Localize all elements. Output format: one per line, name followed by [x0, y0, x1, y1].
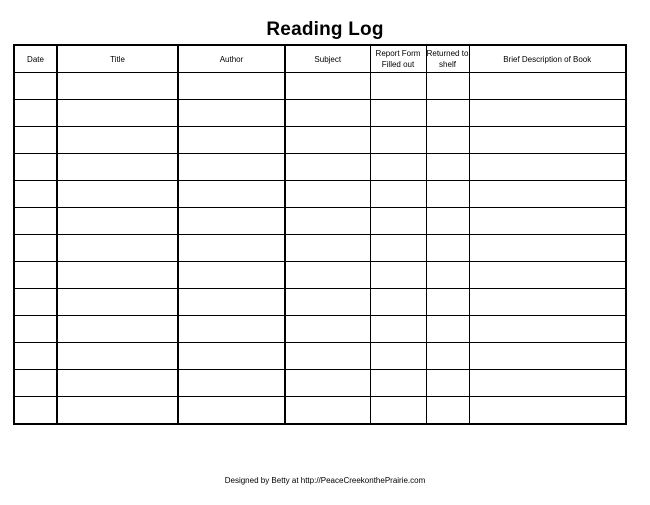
author-cell [178, 262, 285, 289]
description-cell [469, 316, 626, 343]
title-cell [57, 154, 178, 181]
report-form-cell [370, 397, 426, 425]
table-row [14, 370, 626, 397]
returned-cell [426, 154, 469, 181]
subject-cell [285, 262, 370, 289]
report-form-cell [370, 289, 426, 316]
table-body [14, 73, 626, 425]
date-cell [14, 181, 57, 208]
table-row [14, 397, 626, 425]
subject-cell [285, 397, 370, 425]
description-cell [469, 235, 626, 262]
table-row [14, 235, 626, 262]
table-row [14, 127, 626, 154]
subject-cell [285, 127, 370, 154]
table-row [14, 262, 626, 289]
date-cell [14, 73, 57, 100]
description-cell [469, 397, 626, 425]
date-cell [14, 154, 57, 181]
report-form-cell [370, 154, 426, 181]
header-row [14, 45, 626, 73]
table-row [14, 316, 626, 343]
date-cell [14, 127, 57, 154]
description-cell [469, 127, 626, 154]
returned-cell [426, 370, 469, 397]
column-header-title: Title [57, 45, 178, 73]
title-cell [57, 343, 178, 370]
title-cell [57, 397, 178, 425]
author-cell [178, 343, 285, 370]
subject-cell [285, 154, 370, 181]
footer-credit: Designed by Betty at http://PeaceCreekonthePrairie.com [224, 476, 426, 485]
report-form-cell [370, 262, 426, 289]
description-cell [469, 208, 626, 235]
report-form-cell [370, 100, 426, 127]
table-row [14, 100, 626, 127]
title-cell [57, 208, 178, 235]
author-cell [178, 289, 285, 316]
author-cell [178, 154, 285, 181]
returned-cell [426, 127, 469, 154]
report-form-cell [370, 235, 426, 262]
returned-cell [426, 289, 469, 316]
column-header-description: Brief Description of Book [469, 45, 626, 73]
title-cell [57, 289, 178, 316]
author-cell [178, 181, 285, 208]
subject-cell [285, 181, 370, 208]
table-row [14, 343, 626, 370]
returned-cell [426, 181, 469, 208]
report-form-cell [370, 316, 426, 343]
description-cell [469, 343, 626, 370]
table-row [14, 181, 626, 208]
date-cell [14, 343, 57, 370]
date-cell [14, 262, 57, 289]
description-cell [469, 370, 626, 397]
author-cell [178, 73, 285, 100]
author-cell [178, 370, 285, 397]
subject-cell [285, 100, 370, 127]
author-cell [178, 235, 285, 262]
author-cell [178, 397, 285, 425]
date-cell [14, 370, 57, 397]
description-cell [469, 154, 626, 181]
date-cell [14, 397, 57, 425]
description-cell [469, 181, 626, 208]
returned-cell [426, 262, 469, 289]
column-header-date: Date [14, 45, 57, 73]
returned-cell [426, 316, 469, 343]
title-cell [57, 235, 178, 262]
subject-cell [285, 235, 370, 262]
description-cell [469, 73, 626, 100]
column-header-subject: Subject [285, 45, 370, 73]
column-header-returned: Returned to shelf [426, 45, 469, 73]
reading-log-table [13, 44, 627, 425]
description-cell [469, 100, 626, 127]
title-cell [57, 370, 178, 397]
author-cell [178, 208, 285, 235]
returned-cell [426, 397, 469, 425]
subject-cell [285, 208, 370, 235]
date-cell [14, 235, 57, 262]
date-cell [14, 316, 57, 343]
returned-cell [426, 208, 469, 235]
title-cell [57, 316, 178, 343]
date-cell [14, 289, 57, 316]
report-form-cell [370, 208, 426, 235]
column-header-author: Author [178, 45, 285, 73]
title-cell [57, 181, 178, 208]
returned-cell [426, 73, 469, 100]
subject-cell [285, 370, 370, 397]
table-row [14, 154, 626, 181]
author-cell [178, 100, 285, 127]
table-row [14, 289, 626, 316]
report-form-cell [370, 370, 426, 397]
table-row [14, 208, 626, 235]
returned-cell [426, 100, 469, 127]
subject-cell [285, 289, 370, 316]
date-cell [14, 100, 57, 127]
report-form-cell [370, 343, 426, 370]
subject-cell [285, 73, 370, 100]
date-cell [14, 208, 57, 235]
author-cell [178, 127, 285, 154]
description-cell [469, 262, 626, 289]
page-title: Reading Log [266, 19, 384, 40]
table-row [14, 73, 626, 100]
returned-cell [426, 343, 469, 370]
subject-cell [285, 343, 370, 370]
title-cell [57, 100, 178, 127]
author-cell [178, 316, 285, 343]
column-header-report-form: Report Form Filled out [370, 45, 426, 73]
report-form-cell [370, 181, 426, 208]
title-cell [57, 127, 178, 154]
report-form-cell [370, 127, 426, 154]
report-form-cell [370, 73, 426, 100]
returned-cell [426, 235, 469, 262]
title-cell [57, 73, 178, 100]
subject-cell [285, 316, 370, 343]
description-cell [469, 289, 626, 316]
title-cell [57, 262, 178, 289]
